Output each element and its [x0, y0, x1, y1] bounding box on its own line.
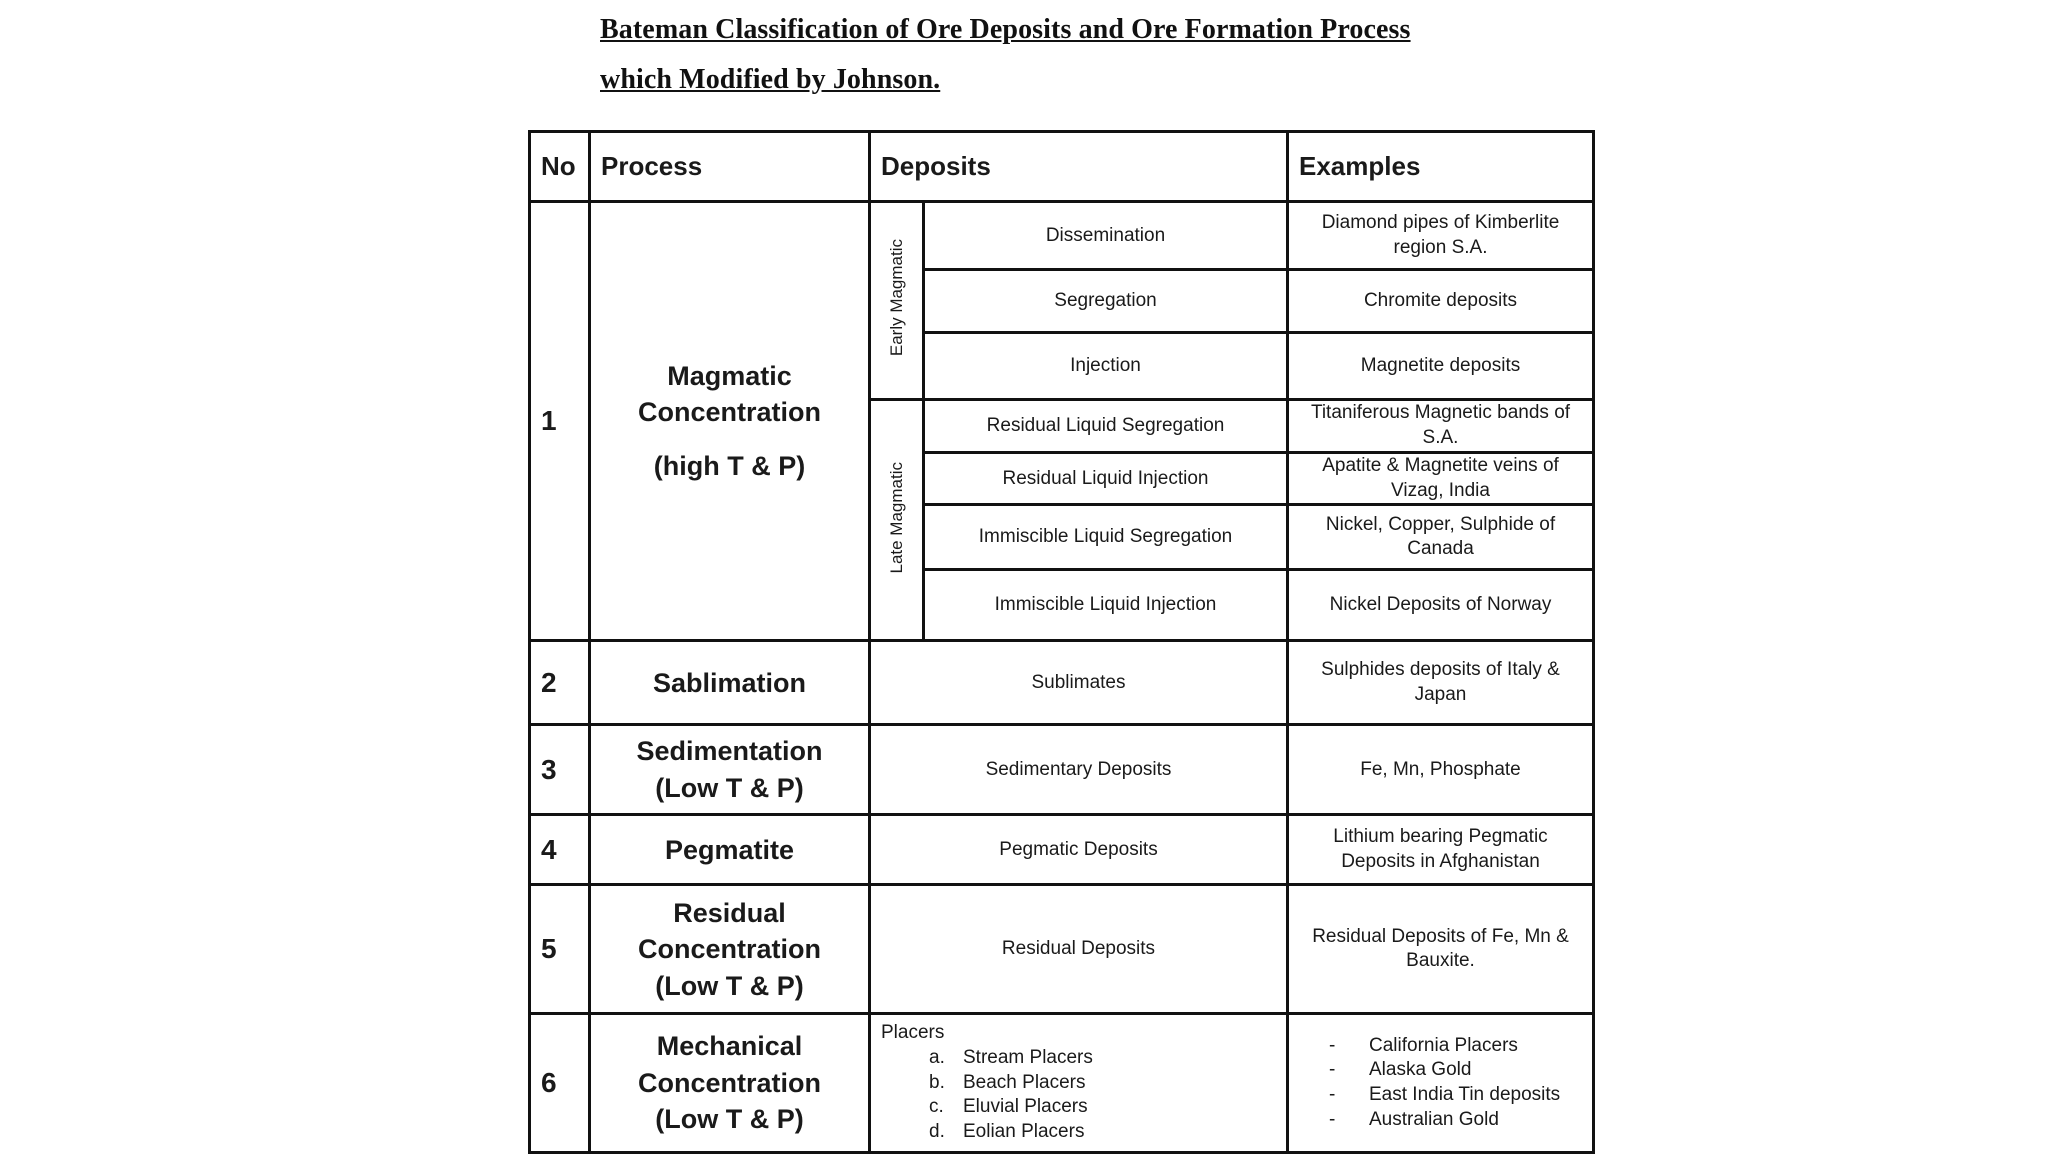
process-text: (high T & P)	[653, 451, 806, 482]
process-text: Magmatic	[667, 360, 792, 391]
list-item: - Australian Gold	[1329, 1108, 1499, 1130]
example-cell: Fe, Mn, Phosphate	[1288, 725, 1594, 815]
deposit-cell: Sublimates	[870, 641, 1288, 725]
deposit-cell: Sedimentary Deposits	[870, 725, 1288, 815]
process-text: Mechanical	[656, 1031, 803, 1062]
header-examples: Examples	[1288, 132, 1594, 202]
deposit-cell: Injection	[924, 333, 1288, 400]
table-row	[530, 641, 1594, 725]
example-cell: Titaniferous Magnetic bands of S.A.	[1288, 400, 1594, 453]
example-cell: Sulphides deposits of Italy & Japan	[1288, 641, 1594, 725]
example-list-cell	[1288, 1014, 1594, 1152]
header-no: No	[530, 132, 590, 202]
table-row	[530, 725, 1594, 815]
process-text: (Low T & P)	[655, 970, 804, 1001]
table-row	[530, 202, 1594, 270]
process-text: (Low T & P)	[655, 1104, 804, 1135]
deposit-cell: Pegmatic Deposits	[870, 815, 1288, 885]
deposit-cell: Segregation	[924, 270, 1288, 333]
deposit-cell: Dissemination	[924, 202, 1288, 270]
example-cell: Diamond pipes of Kimberlite region S.A.	[1288, 202, 1594, 270]
list-item: d. Eolian Placers	[929, 1121, 1085, 1143]
process-cell	[590, 1014, 870, 1152]
late-magmatic-label: Late Magmatic	[870, 400, 924, 641]
example-cell: Magnetite deposits	[1288, 333, 1594, 400]
list-item: - East India Tin deposits	[1329, 1084, 1561, 1106]
process-cell	[590, 725, 870, 815]
deposit-cell: Residual Liquid Injection	[924, 453, 1288, 505]
placers-heading: Placers	[881, 1022, 945, 1044]
process-text: (Low T & P)	[655, 772, 804, 803]
classification-table	[528, 130, 1595, 1154]
row-number: 3	[530, 725, 590, 815]
deposit-cell: Immiscible Liquid Segregation	[924, 505, 1288, 570]
row-number: 2	[530, 641, 590, 725]
process-cell: Pegmatite	[590, 815, 870, 885]
placers-cell	[870, 1014, 1288, 1152]
header-deposits: Deposits	[870, 132, 1288, 202]
row-number: 1	[530, 202, 590, 641]
example-cell: Nickel Deposits of Norway	[1288, 570, 1594, 641]
page-title-line-2: which Modified by Johnson.	[600, 64, 941, 95]
deposit-cell: Immiscible Liquid Injection	[924, 570, 1288, 641]
table-row	[530, 815, 1594, 885]
row-number: 4	[530, 815, 590, 885]
process-cell	[590, 202, 870, 641]
row-number: 5	[530, 885, 590, 1014]
process-text: Concentration	[637, 1067, 821, 1098]
list-item: - California Placers	[1329, 1034, 1518, 1056]
list-item: - Alaska Gold	[1329, 1059, 1472, 1081]
process-cell: Sablimation	[590, 641, 870, 725]
example-cell: Lithium bearing Pegmatic Deposits in Afghanistan	[1288, 815, 1594, 885]
list-item: c. Eluvial Placers	[929, 1096, 1088, 1118]
placers-list	[881, 1046, 1276, 1145]
list-item: a. Stream Placers	[929, 1047, 1093, 1069]
page-title-line-1: Bateman Classification of Ore Deposits and Ore Formation Process	[600, 14, 1411, 45]
table-row	[530, 885, 1594, 1014]
deposit-cell: Residual Liquid Segregation	[924, 400, 1288, 453]
deposit-cell: Residual Deposits	[870, 885, 1288, 1014]
header-process: Process	[590, 132, 870, 202]
example-cell: Residual Deposits of Fe, Mn & Bauxite.	[1288, 885, 1594, 1014]
process-text: Residual	[673, 897, 786, 928]
process-text: Concentration	[637, 396, 821, 427]
example-cell: Apatite & Magnetite veins of Vizag, India	[1288, 453, 1594, 505]
row-number: 6	[530, 1014, 590, 1152]
early-magmatic-label: Early Magmatic	[870, 202, 924, 400]
process-text: Concentration	[637, 934, 821, 965]
process-text: Sedimentation	[636, 736, 823, 767]
process-cell	[590, 885, 870, 1014]
list-item: b. Beach Placers	[929, 1071, 1086, 1093]
table-row	[530, 1014, 1594, 1152]
example-cell: Chromite deposits	[1288, 270, 1594, 333]
example-cell: Nickel, Copper, Sulphide of Canada	[1288, 505, 1594, 570]
header-row	[530, 132, 1594, 202]
